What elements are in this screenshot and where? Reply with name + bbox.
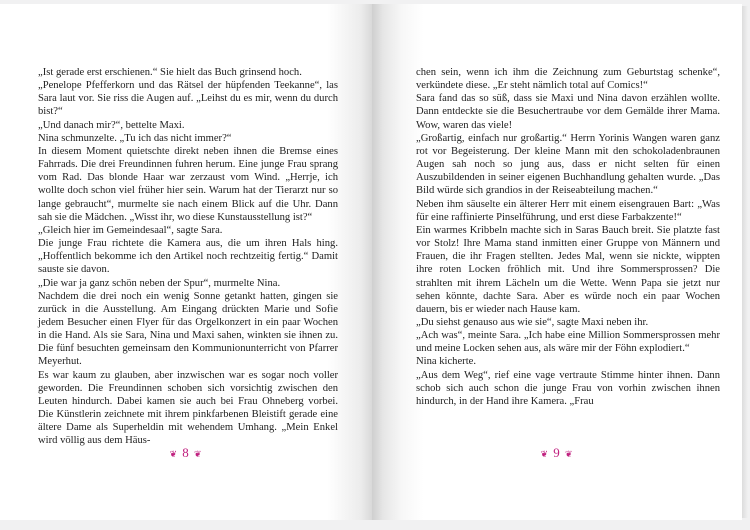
ornament-icon: ❦ [565, 449, 574, 459]
paragraph: „Penelope Pfefferkorn und das Rätsel der hüpfenden Teekanne“, las Sara laut vor. Sie riss die Augen auf. „Leihst du es mir, wenn du durch bist?“ [38, 80, 338, 118]
left-page [0, 4, 372, 520]
paragraph: Ein warmes Kribbeln machte sich in Saras Bauch breit. Sie platzte fast vor Stolz! Ihre Mama stand inmitten einer Gruppe von Männern und Frauen, die ihr Fragen stellten. Jedes Mal, wenn sie nickte, wippten ihre roten Locken fröhlich mit. Und ihre Sommersprossen? Die strahlten mit ihrem Lächeln um die Wette. Wenn Papa sie jetzt nur sehen könnte, dachte Sara. Aber es würde noch ein paar Wochen dauern, bis er wieder nach Hause kam. [416, 224, 720, 315]
paragraph: „Großartig, einfach nur großartig.“ Herrn Yorinis Wangen waren ganz rot vor Begeisterung. Der kleine Mann mit den schokoladenbraunen Augen sah noch so jung aus, dass er nicht selten für einen Auszubildenden in seiner eigenen Buchhandlung gehalten wurde. „Das Bild würde sich grandios in der Reiseabteilung machen.“ [416, 132, 720, 197]
paragraph: Die junge Frau richtete die Kamera aus, die um ihren Hals hing. „Hoffentlich bekomme ich den Artikel noch rechtzeitig fertig.“ Damit sauste sie davon. [38, 238, 338, 276]
ornament-icon: ❦ [194, 449, 203, 459]
page-edge-shadow [742, 6, 748, 518]
paragraph: „Und danach mir?“, bettelte Maxi. [38, 119, 185, 131]
page-number: 8 [182, 445, 190, 460]
paragraph: Nina schmunzelte. „Tu ich das nicht immer?“ [38, 132, 232, 144]
ornament-icon: ❦ [169, 449, 178, 459]
paragraph: „Aus dem Weg“, rief eine vage vertraute Stimme hinter ihnen. Dann schob sich auch schon die junge Frau von vorhin zwischen ihnen hindurch, in der Hand ihre Kamera. „Frau [416, 369, 720, 407]
left-page-text [38, 66, 338, 448]
paragraph: chen sein, wenn ich ihm die Zeichnung zum Geburtstag schenke“, verkündete diese. „Er steht nämlich total auf Comics!“ [416, 67, 720, 92]
paragraph: „Ach was“, meinte Sara. „Ich habe eine Million Sommersprossen mehr und meine Locken sehen aus, als wäre mir der Föhn explodiert.“ [416, 330, 720, 355]
page-number-left [0, 445, 372, 461]
paragraph: „Ist gerade erst erschienen.“ Sie hielt das Buch grinsend hoch. [38, 67, 302, 78]
right-page-text [416, 66, 720, 408]
paragraph: Nachdem die drei noch ein wenig Sonne getankt hatten, gingen sie zurück in die Ausstellung. Am Eingang drückten Marie und Sofie jedem Besucher einen Flyer für das Orgelkonzert in ein paar Wochen in die Hand. Als sie Sara, Nina und Maxi sahen, winkten sie ihnen zu. Die fünf besuchten gemeinsam den Kommunionunterricht von Pfarrer Meyerhut. [38, 290, 338, 368]
paragraph: Nina kicherte. [416, 356, 477, 368]
page-number: 9 [553, 445, 561, 460]
right-page [372, 4, 742, 520]
paragraph: In diesem Moment quietschte direkt neben ihnen die Bremse eines Fahrrads. Die drei Freundinnen fuhren herum. Eine junge Frau sprang vom Rad. Das blonde Haar war zerzaust vom Wind. „Herrje, ich wollte doch schon viel früher hier sein. Warum hat der Tierarzt nur so lange gebraucht“, murmelte sie nach einem Blick auf die Uhr. Dann sah sie die Mädchen. „Wisst ihr, wo diese Kunstausstellung ist?“ [38, 145, 338, 223]
paragraph: „Du siehst genauso aus wie sie“, sagte Maxi neben ihr. [416, 316, 649, 328]
ornament-icon: ❦ [540, 449, 549, 459]
paragraph: Es war kaum zu glauben, aber inzwischen war es sogar noch voller geworden. Die Freundinnen schoben sich vorsichtig zwischen den Leuten hindurch. Dabei kamen sie auch bei Frau Ohneberg vorbei. Die Künstlerin zeichnete mit ihrem pinkfarbenen Bleistift gerade eine ältere Dame als Superheldin mit wehendem Umhang. „Mein Enkel wird völlig aus dem Häus- [38, 369, 338, 447]
paragraph: Neben ihm säuselte ein älterer Herr mit einem eisengrauen Bart: „Was für eine raffinierte Pinselführung, und erst diese Farbakzente!“ [416, 198, 720, 223]
paragraph: Sara fand das so süß, dass sie Maxi und Nina davon erzählen wollte. Dann entdeckte sie die Besuchertraube vor dem Gemälde ihrer Mama. Wow, waren das viele! [416, 93, 720, 131]
paragraph: „Gleich hier im Gemeindesaal“, sagte Sara. [38, 224, 223, 236]
paragraph: „Die war ja ganz schön neben der Spur“, murmelte Nina. [38, 277, 281, 289]
page-number-right [372, 445, 742, 461]
